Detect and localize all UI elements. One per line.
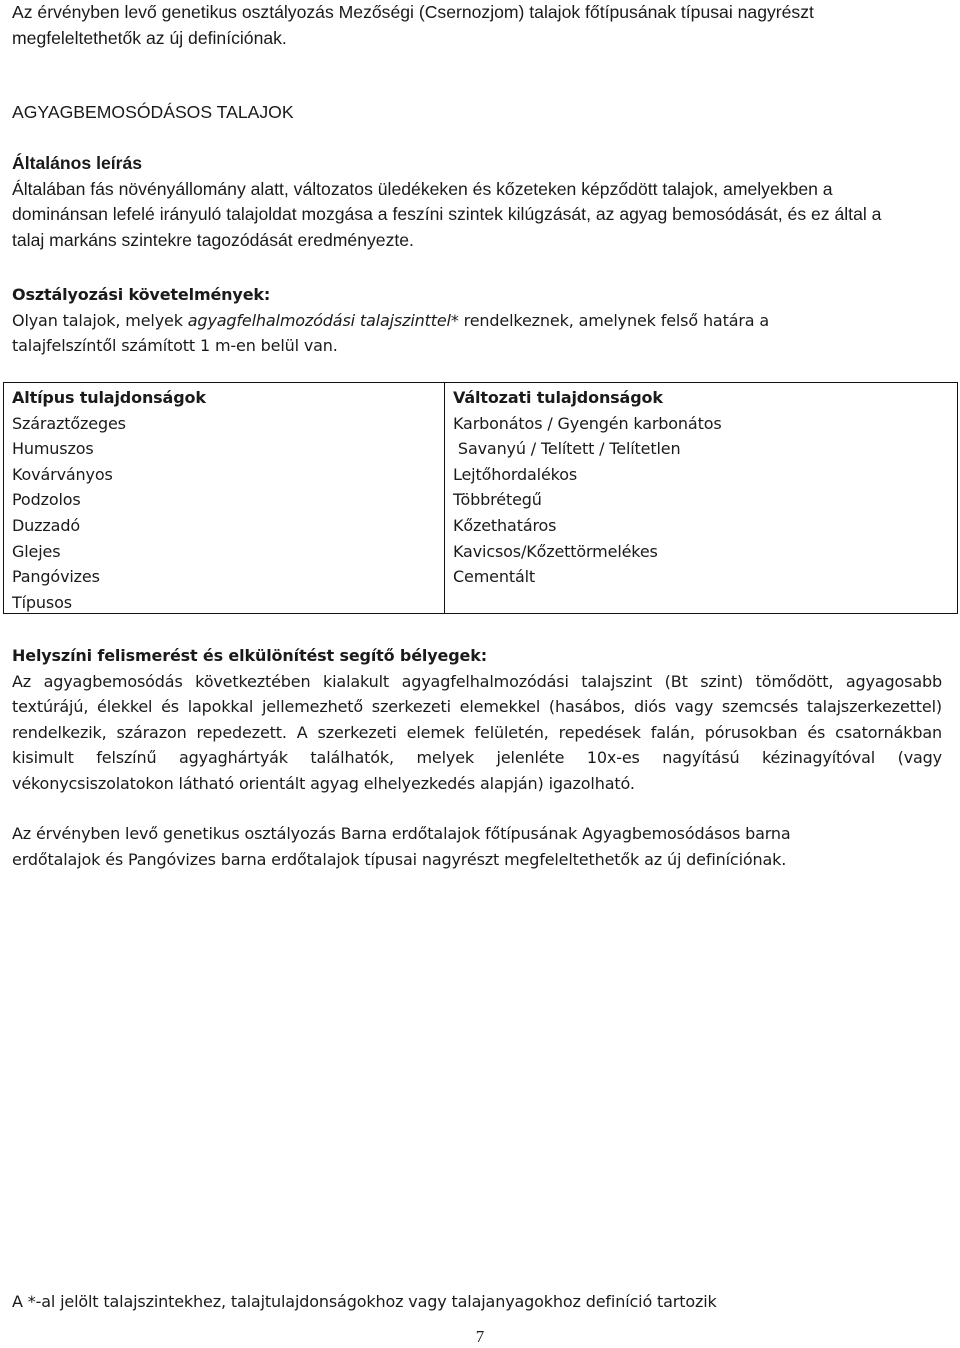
requirements-text-before: Olyan talajok, melyek — [12, 310, 188, 330]
variant-header: Változati tulajdonságok — [453, 388, 663, 407]
variant-item: Savanyú / Telített / Telítetlen — [453, 439, 681, 459]
intro-paragraph — [12, 0, 942, 51]
subtype-item: Pangóvizes — [12, 567, 100, 587]
subtype-header: Altípus tulajdonságok — [12, 388, 206, 407]
requirements-line-1 — [12, 308, 942, 334]
general-description — [12, 151, 942, 253]
subtype-item: Típusos — [12, 592, 72, 612]
field-signs-section — [12, 643, 942, 797]
variant-item: Lejtőhordalékos — [453, 464, 578, 484]
section-title: AGYAGBEMOSÓDÁSOS TALAJOK — [12, 102, 294, 122]
subtype-item: Kovárványos — [12, 464, 113, 484]
intro-line-1: Az érvényben levő genetikus osztályozás Mezőségi (Csernozjom) talajok főtípusának típusai nagyrészt — [12, 2, 814, 22]
subtype-item: Humuszos — [12, 439, 94, 459]
requirements-text-after: rendelkeznek, amelynek felső határa a — [458, 310, 770, 330]
variant-item: Kavicsos/Kőzettörmelékes — [453, 541, 658, 561]
closing-line-2: erdőtalajok és Pangóvizes barna erdőtalajok típusai nagyrészt megfeleltethetők az új definíciónak. — [12, 849, 787, 869]
page-number: 7 — [475, 1327, 485, 1346]
general-line-1: Általában fás növényállomány alatt, változatos üledékeken és kőzeteken képződött talajok, amelyekben a — [12, 178, 833, 199]
subtype-column — [4, 383, 445, 613]
subtype-item: Duzzadó — [12, 515, 80, 535]
requirements-italic-term: agyagfelhalmozódási talajszinttel* — [187, 310, 459, 330]
closing-paragraph — [12, 821, 942, 872]
general-heading: Általános leírás — [12, 153, 143, 173]
subtype-item: Száraztőzeges — [12, 413, 126, 433]
field-signs-line-5: vékonycsiszolatokon látható orientált agyag elhelyezkedés alapján) igazolható. — [12, 773, 635, 793]
variant-item: Többrétegű — [453, 490, 542, 510]
subtype-item: Podzolos — [12, 490, 81, 510]
field-signs-line-2: textúrájú, élekkel és lapokkal jellemezhető szerkezeti elemekkel (hasábos, diós vagy szemcsés talajszerkezettel) — [12, 697, 942, 717]
requirements-heading: Osztályozási követelmények: — [12, 285, 271, 304]
properties-table — [3, 382, 958, 614]
general-line-3: talaj markáns szintekre tagozódását eredményezte. — [12, 229, 414, 250]
subtype-item: Glejes — [12, 541, 61, 561]
field-signs-line-3: rendelkezik, szárazon repedezett. A szerkezeti elemek felületén, repedések falán, pórusokban és csatornákban — [12, 722, 942, 742]
field-signs-line-1: Az agyagbemosódás következtében kialakult agyagfelhalmozódási talajszint (Bt szint) tömődött, agyagosabb — [12, 671, 942, 691]
general-line-2: dominánsan lefelé irányuló talajoldat mozgása a feszíni szintek kilúgzását, az agyag bemosódását, és ez által a — [12, 204, 882, 225]
footnote: A *-al jelölt talajszintekhez, talajtulajdonságokhoz vagy talajanyagokhoz definíció tartozik — [12, 1292, 717, 1311]
variant-item: Cementált — [453, 567, 536, 587]
variant-item: Karbonátos / Gyengén karbonátos — [453, 413, 722, 433]
field-signs-line-4: kisimult felszínű agyaghártyák találhatók, melyek jelenléte 10x-es nagyítású kézinagyítóval (vagy — [12, 748, 942, 768]
variant-column — [445, 383, 957, 613]
variant-item: Kőzethatáros — [453, 515, 557, 535]
requirements-section — [12, 282, 942, 359]
intro-line-2: megfeleltethetők az új definíciónak. — [12, 27, 287, 48]
field-signs-heading: Helyszíni felismerést és elkülönítést segítő bélyegek: — [12, 646, 487, 665]
requirements-line-2: talajfelszíntől számított 1 m-en belül van. — [12, 336, 338, 356]
closing-line-1: Az érvényben levő genetikus osztályozás Barna erdőtalajok főtípusának Agyagbemosódásos barna — [12, 824, 791, 843]
